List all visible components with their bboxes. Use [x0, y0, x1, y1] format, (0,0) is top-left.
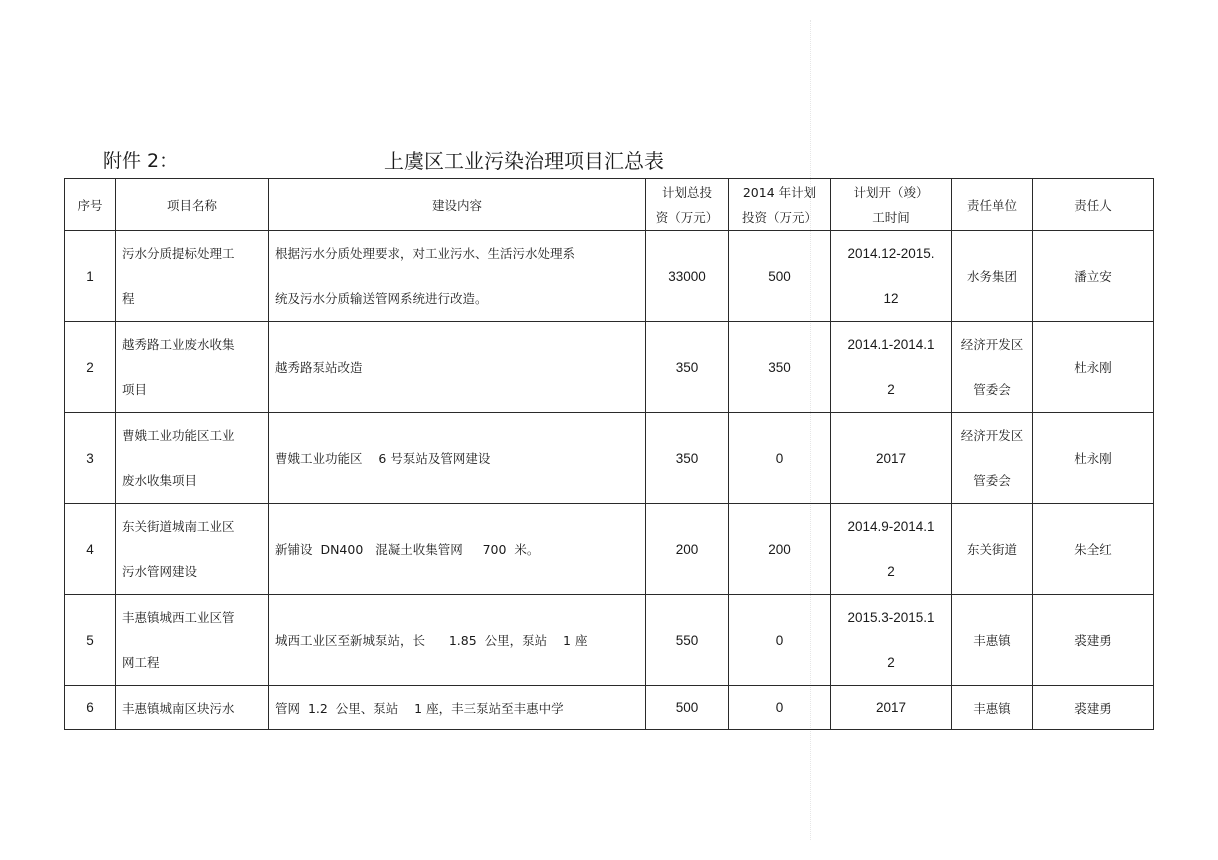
row-responsible-unit: 丰惠镇 [952, 595, 1033, 686]
page-title: 上虞区工业污染治理项目汇总表 [384, 149, 664, 173]
row-schedule: 2017 [831, 686, 952, 730]
row-responsible-unit: 经济开发区 管委会 [952, 413, 1033, 504]
row-content: 管网 1.2 公里、泵站 1 座，丰三泵站至丰惠中学 [269, 686, 646, 730]
row-2014-investment: 0 [729, 413, 831, 504]
row-total-investment: 33000 [646, 231, 729, 322]
table-row [65, 413, 1154, 504]
table-row [65, 595, 1154, 686]
row-content: 越秀路泵站改造 [269, 322, 646, 413]
header-total-investment: 计划总投 资（万元） [646, 179, 729, 231]
header-responsible-unit: 责任单位 [952, 179, 1033, 231]
header-row [65, 179, 1154, 231]
row-responsible-unit: 丰惠镇 [952, 686, 1033, 730]
row-total-investment: 200 [646, 504, 729, 595]
row-2014-investment: 0 [729, 595, 831, 686]
row-project-name: 丰惠镇城南区块污水 [116, 686, 269, 730]
row-schedule: 2014.12-2015. 12 [831, 231, 952, 322]
header-responsible-person: 责任人 [1033, 179, 1154, 231]
table-row [65, 231, 1154, 322]
row-no: 2 [65, 322, 116, 413]
row-2014-investment: 500 [729, 231, 831, 322]
row-responsible-unit: 水务集团 [952, 231, 1033, 322]
row-no: 4 [65, 504, 116, 595]
row-total-investment: 350 [646, 322, 729, 413]
row-content: 根据污水分质处理要求，对工业污水、生活污水处理系 统及污水分质输送管网系统进行改造。 [269, 231, 646, 322]
table-row [65, 686, 1154, 730]
row-project-name: 丰惠镇城西工业区管 网工程 [116, 595, 269, 686]
row-schedule: 2017 [831, 413, 952, 504]
row-content: 新铺设 DN400 混凝土收集管网 700 米。 [269, 504, 646, 595]
project-summary-table [64, 178, 1154, 730]
row-content: 曹娥工业功能区 6 号泵站及管网建设 [269, 413, 646, 504]
row-no: 1 [65, 231, 116, 322]
row-2014-investment: 0 [729, 686, 831, 730]
header-schedule: 计划开（竣） 工时间 [831, 179, 952, 231]
row-responsible-person: 潘立安 [1033, 231, 1154, 322]
row-2014-investment: 350 [729, 322, 831, 413]
row-project-name: 曹娥工业功能区工业 废水收集项目 [116, 413, 269, 504]
row-responsible-person: 裘建勇 [1033, 686, 1154, 730]
row-responsible-unit: 经济开发区 管委会 [952, 322, 1033, 413]
row-content: 城西工业区至新城泵站，长 1.85 公里，泵站 1 座 [269, 595, 646, 686]
header-no: 序号 [65, 179, 116, 231]
row-schedule: 2014.9-2014.1 2 [831, 504, 952, 595]
row-total-investment: 350 [646, 413, 729, 504]
row-responsible-unit: 东关街道 [952, 504, 1033, 595]
row-responsible-person: 朱全红 [1033, 504, 1154, 595]
row-total-investment: 550 [646, 595, 729, 686]
row-responsible-person: 杜永刚 [1033, 413, 1154, 504]
row-responsible-person: 杜永刚 [1033, 322, 1154, 413]
header-project-name: 项目名称 [116, 179, 269, 231]
row-2014-investment: 200 [729, 504, 831, 595]
row-project-name: 污水分质提标处理工 程 [116, 231, 269, 322]
row-no: 6 [65, 686, 116, 730]
row-schedule: 2015.3-2015.1 2 [831, 595, 952, 686]
table-row [65, 504, 1154, 595]
header-content: 建设内容 [269, 179, 646, 231]
row-project-name: 东关街道城南工业区 污水管网建设 [116, 504, 269, 595]
attachment-label: 附件 2： [103, 150, 179, 172]
row-schedule: 2014.1-2014.1 2 [831, 322, 952, 413]
table-row [65, 322, 1154, 413]
row-no: 3 [65, 413, 116, 504]
row-responsible-person: 裘建勇 [1033, 595, 1154, 686]
row-total-investment: 500 [646, 686, 729, 730]
header-2014-investment: 2014 年计划 投资（万元） [729, 179, 831, 231]
row-no: 5 [65, 595, 116, 686]
row-project-name: 越秀路工业废水收集 项目 [116, 322, 269, 413]
